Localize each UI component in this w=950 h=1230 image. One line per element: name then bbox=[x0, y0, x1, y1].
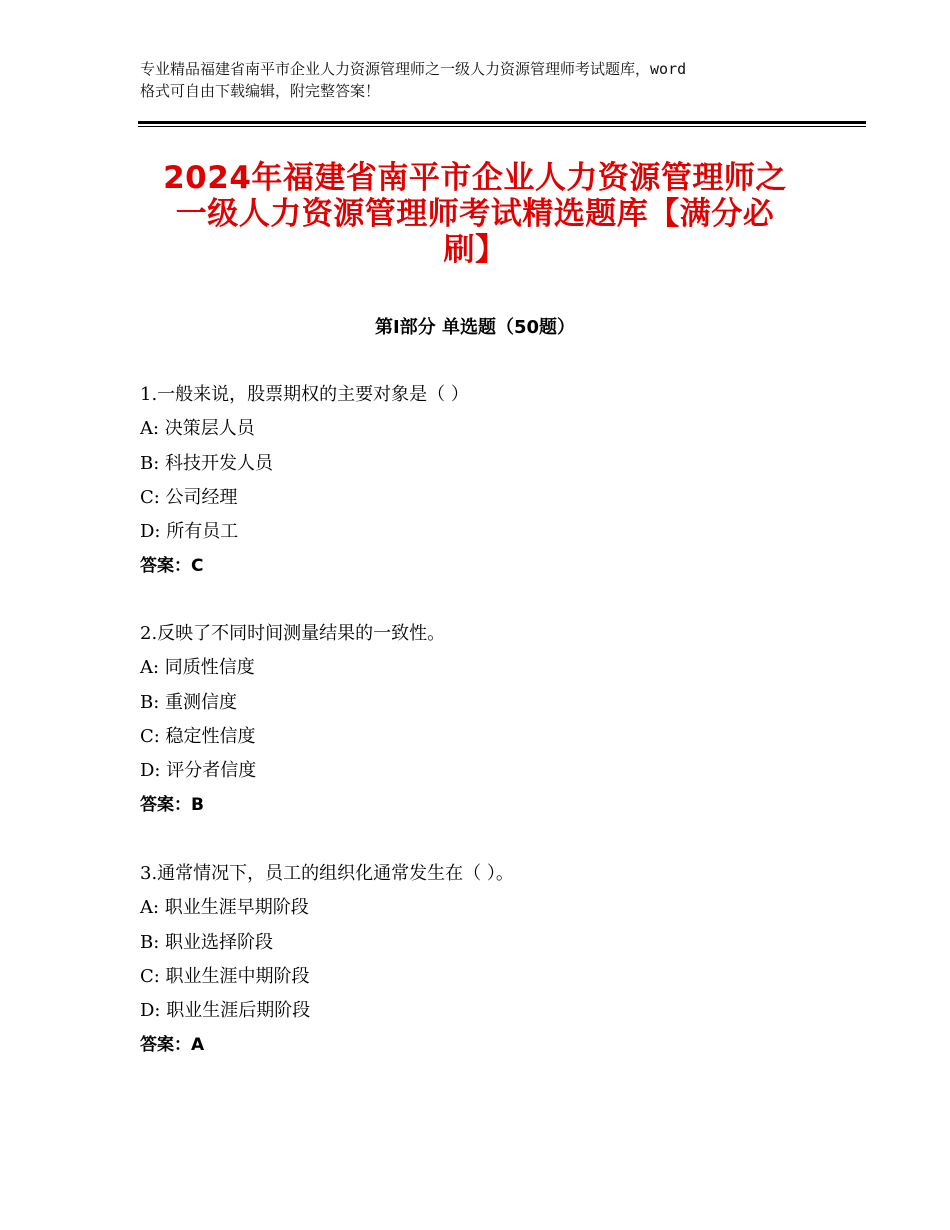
header-note bbox=[140, 58, 830, 102]
option-c: C: 职业生涯中期阶段 bbox=[140, 965, 310, 987]
option-d: D: 所有员工 bbox=[140, 521, 239, 543]
answer: 答案：A bbox=[140, 1035, 205, 1056]
option-d: D: 评分者信度 bbox=[140, 760, 257, 782]
option-a: A: 同质性信度 bbox=[140, 657, 255, 679]
option-c: C: 公司经理 bbox=[140, 486, 238, 508]
option-a: A: 职业生涯早期阶段 bbox=[140, 897, 309, 919]
section-heading: 第Ⅰ部分 单选题（50题） bbox=[374, 317, 575, 338]
header-rule-thick bbox=[138, 121, 866, 124]
question-stem: 3.通常情况下，员工的组织化通常发生在（ ）。 bbox=[140, 863, 514, 884]
answer: 答案：B bbox=[140, 795, 204, 816]
option-a: A: 决策层人员 bbox=[140, 418, 255, 440]
option-c: C: 稳定性信度 bbox=[140, 725, 256, 747]
question-stem: 1.一般来说，股票期权的主要对象是（ ） bbox=[140, 384, 469, 405]
option-d: D: 职业生涯后期阶段 bbox=[140, 1000, 311, 1022]
question-1 bbox=[140, 378, 840, 584]
header-note-line-1: 专业精品福建省南平市企业人力资源管理师之一级人力资源管理师考试题库，word bbox=[140, 60, 687, 78]
title-line-1: 2024年福建省南平市企业人力资源管理师之 bbox=[163, 160, 787, 196]
header-rule-thin bbox=[138, 126, 866, 127]
question-stem: 2.反映了不同时间测量结果的一致性。 bbox=[140, 623, 446, 644]
title-line-3: 刷】 bbox=[443, 232, 507, 268]
document-title bbox=[120, 160, 830, 268]
option-b: B: 重测信度 bbox=[140, 691, 238, 713]
question-2 bbox=[140, 617, 840, 823]
title-line-2: 一级人力资源管理师考试精选题库【满分必 bbox=[175, 196, 775, 232]
header-note-line-2: 格式可自由下载编辑，附完整答案！ bbox=[140, 82, 381, 100]
question-3 bbox=[140, 857, 840, 1063]
option-b: B: 科技开发人员 bbox=[140, 452, 274, 474]
answer: 答案：C bbox=[140, 556, 204, 577]
option-b: B: 职业选择阶段 bbox=[140, 931, 274, 953]
